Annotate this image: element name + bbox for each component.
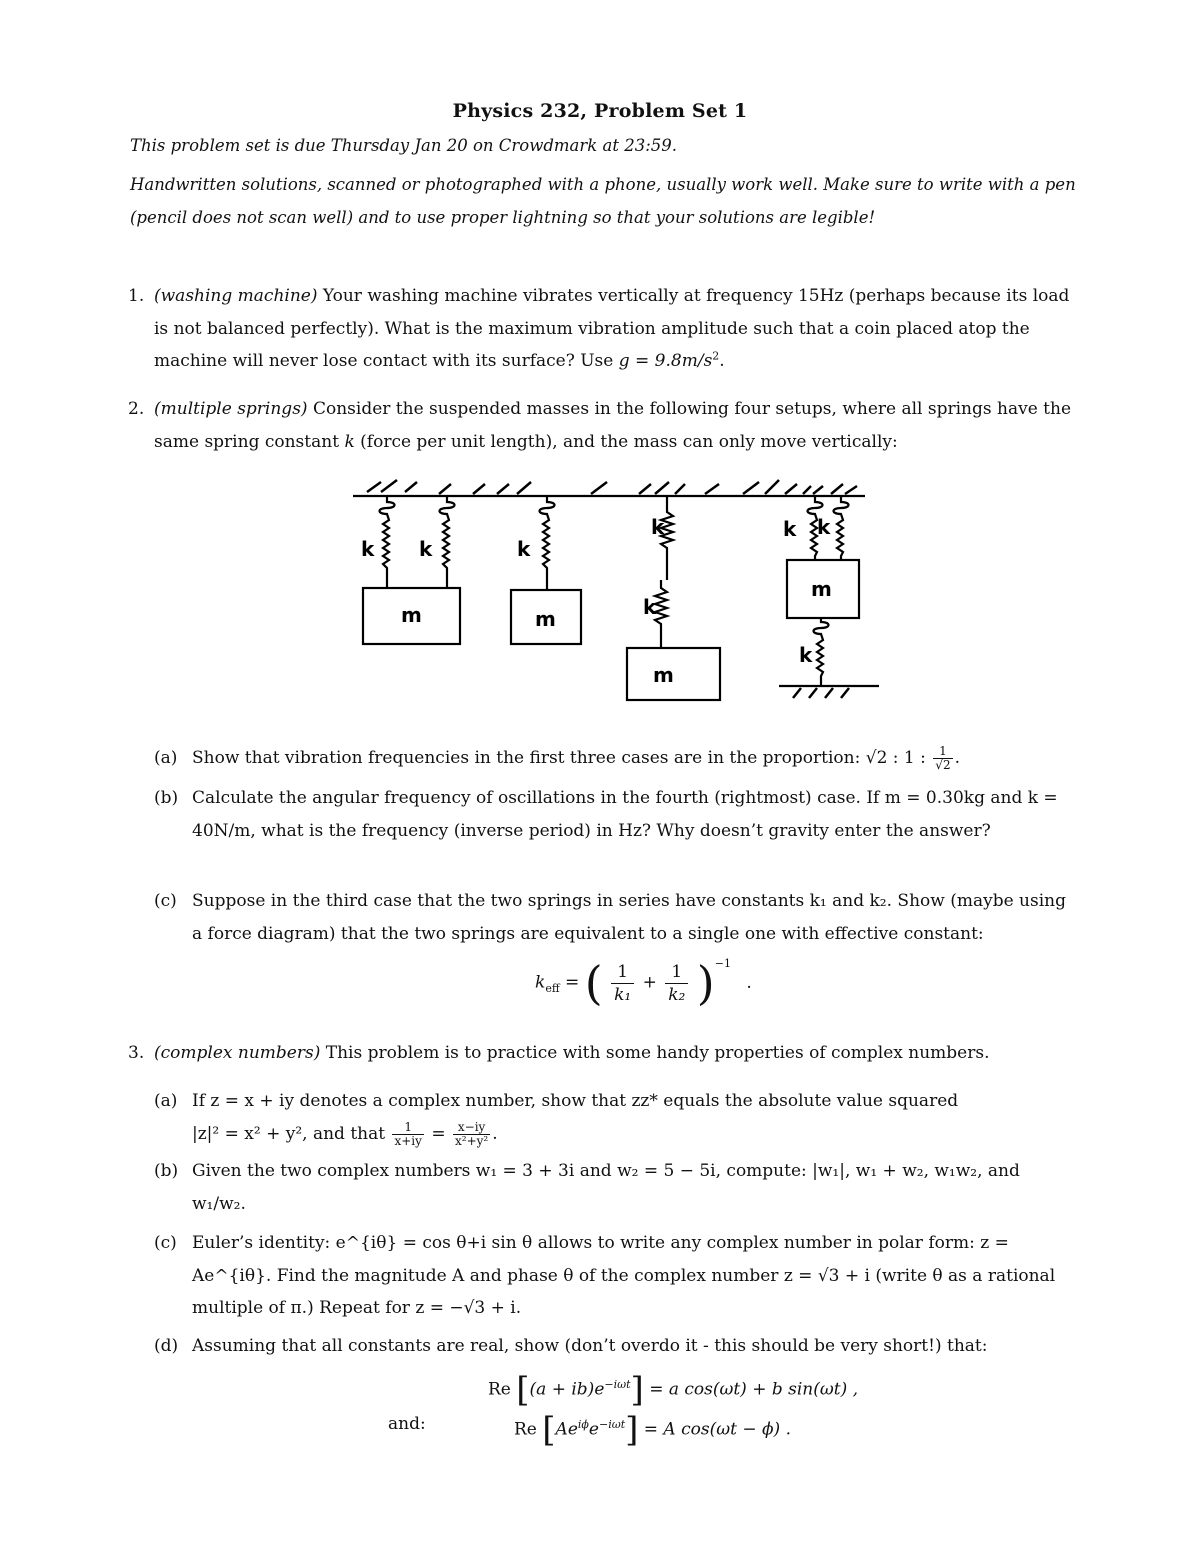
problem-3d-label: (d) <box>154 1336 179 1356</box>
problem-2c <box>154 885 1079 950</box>
problem-3a-frac1: $\frac{1}{x+iy}$ <box>394 1119 422 1148</box>
problem-3a-frac2: $\frac{x-iy}{\text{x²+y²}}$ <box>455 1119 489 1148</box>
due-line: This problem set is due Thursday Jan 20 on Crowdmark at 23:59. <box>130 136 677 155</box>
problem-1-end: . <box>719 351 725 371</box>
problem-2c-label: (c) <box>154 891 177 911</box>
problem-2-text-b: (force per unit length), and the mass can only move vertically: <box>360 431 898 452</box>
problem-3-text: This problem is to practice with some handy properties of complex numbers. <box>325 1043 990 1063</box>
problem-2b <box>154 782 1079 847</box>
problem-3a: (a) If z = x + iy denotes a complex number, show that zz* equals the absolute value squared |z|² = x² + y², and that $\frac{1}{x+iy}$ = $\frac{x-iy}{\text{x²+y²}}$ . <box>154 1085 1079 1150</box>
problem-3-number: 3. <box>128 1043 145 1063</box>
problem-3d <box>154 1330 1079 1363</box>
spring <box>380 496 395 588</box>
problem-2a: (a) Show that vibration frequencies in the first three cases are in the proportion: √2 : 1 : $\frac{1}{√2}$ . <box>154 742 1079 775</box>
spring-label: k <box>517 537 531 561</box>
problem-3-topic: (complex numbers) <box>154 1043 321 1063</box>
mass-label: m <box>653 663 674 687</box>
mass-label: m <box>535 607 556 631</box>
page-title: Physics 232, Problem Set 1 <box>452 100 748 122</box>
problem-3d-text: Assuming that all constants are real, show (don’t overdo it - this should be very short!) that: <box>192 1336 988 1356</box>
problem-2 <box>128 393 1078 458</box>
problem-2b-label: (b) <box>154 788 179 808</box>
problem-2a-label: (a) <box>154 748 178 768</box>
springs-figure <box>345 472 885 712</box>
problem-2-number: 2. <box>128 399 145 419</box>
keff-equation: $k_{eff}$ = ( $\frac{1}{\text{k₁}}$ + $\frac{1}{\text{k₂}}$ )$^{-1}$ . <box>535 956 752 1010</box>
problem-3a-line1: If z = x + iy denotes a complex number, show that zz* equals the absolute value squared <box>192 1091 959 1111</box>
problem-3c <box>154 1227 1079 1325</box>
floor-hatch <box>793 688 849 698</box>
problem-3 <box>128 1037 1078 1070</box>
spring-label: k <box>361 537 375 561</box>
re-equation-1: Re $[(a + ib)e^{-i\omega t}] = a$ cos(ωt) + b sin(ωt) , <box>488 1370 859 1410</box>
advice-line: Handwritten solutions, scanned or photographed with a phone, usually work well. Make sure to write with a pen (pencil does not scan well) and to use proper lightning so that your solutions are legible! <box>130 175 1076 227</box>
problem-2-topic: (multiple springs) <box>154 399 308 419</box>
problem-2b-text: Calculate the angular frequency of oscillations in the fourth (rightmost) case. If m = 0.30kg and k = 40N/m, what is the frequency (inverse period) in Hz? Why doesn’t gravity enter the answer? <box>192 788 1058 841</box>
problem-2a-ratio: √2 : 1 : <box>865 748 926 768</box>
problem-3c-text: Euler’s identity: e^{iθ} = cos θ+i sin θ allows to write any complex number in polar form: z = Ae^{iθ}. Find the magnitude A and phase θ of the complex number z = √3 + i (write θ as a rational multiple of π.) Repeat for z = −√3 + i. <box>192 1233 1056 1318</box>
re-equation-2: Re $[Ae^{i\phi}e^{-i\omega t}] = A$ cos(ωt − ϕ) . <box>514 1410 791 1450</box>
problem-1-number: 1. <box>128 286 145 306</box>
problem-1-g: g = 9.8m/s <box>618 351 713 371</box>
spring-label: k <box>643 595 657 619</box>
problem-2a-fraction: $\frac{1}{√2}$ <box>935 744 951 772</box>
problem-1-topic: (washing machine) <box>154 286 318 306</box>
problem-2a-text: Show that vibration frequencies in the first three cases are in the proportion: <box>192 748 861 768</box>
mass-label: m <box>401 603 422 627</box>
spring-label: k <box>651 515 665 539</box>
problem-3a-label: (a) <box>154 1091 178 1111</box>
problem-3a-line2: |z|² = x² + y², and that <box>192 1123 386 1144</box>
and-label: and: <box>388 1414 426 1434</box>
mass-label: m <box>811 577 832 601</box>
problem-1 <box>128 280 1078 378</box>
spring <box>440 496 455 588</box>
problem-3c-label: (c) <box>154 1233 177 1253</box>
spring-label: k <box>799 643 813 667</box>
spring-label: k <box>419 537 433 561</box>
problem-3b-text: Given the two complex numbers w₁ = 3 + 3i and w₂ = 5 − 5i, compute: |w₁|, w₁ + w₂, w₁w₂, and w₁/w₂. <box>192 1161 1020 1214</box>
spring <box>814 618 829 686</box>
problem-2-text-a: Consider the suspended masses in the following four setups, where all springs have the same spring constant <box>154 399 1072 452</box>
spring-label: k <box>783 517 797 541</box>
problem-1-g-exp: 2 <box>712 349 720 363</box>
problem-3b <box>154 1155 1079 1220</box>
spring <box>540 496 555 590</box>
problem-2-k: k <box>344 431 355 452</box>
spring-label: k <box>817 515 831 539</box>
problem-2c-text: Suppose in the third case that the two springs in series have constants k₁ and k₂. Show (maybe using a force diagram) that the two springs are equivalent to a single one with effective constant: <box>192 891 1066 944</box>
ceiling-hatch <box>367 480 857 494</box>
problem-1-text: Your washing machine vibrates vertically at frequency 15Hz (perhaps because its load is not balanced perfectly). What is the maximum vibration amplitude such that a coin placed atop the machine will never lose contact with its surface? Use <box>154 286 1070 371</box>
spring <box>834 496 849 560</box>
spring <box>655 580 667 648</box>
problem-3b-label: (b) <box>154 1161 179 1181</box>
